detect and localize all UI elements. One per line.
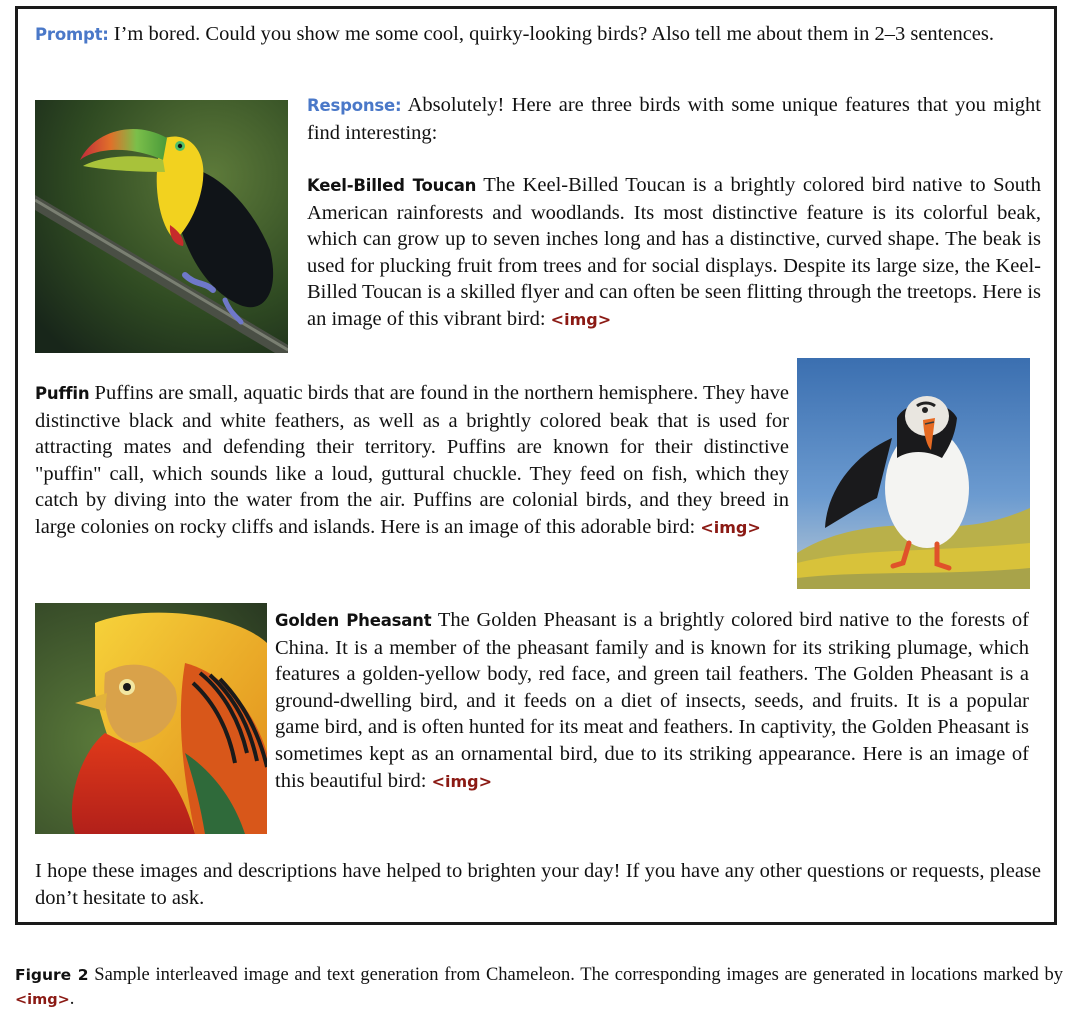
- caption-img-tag: <img>: [15, 992, 70, 1008]
- closing-text: I hope these images and descriptions have helped to brighten your day! If you have any other questions or requests, please don’t hesitate to ask.: [35, 860, 1041, 909]
- bird-puffin-paragraph: [35, 380, 789, 542]
- bird-toucan-paragraph: [307, 172, 1041, 334]
- toucan-image: [35, 100, 288, 353]
- prompt-text: I’m bored. Could you show me some cool, quirky-looking birds? Also tell me about them in 2–3 sentences.: [113, 23, 995, 45]
- bird-pheasant-text: The Golden Pheasant is a brightly colored bird native to the forests of China. It is a member of the pheasant family and is known for its striking plumage, which features a golden-yellow body, red face, and green tail feathers. The Golden Pheasant is a ground-dwelling bird, and it feeds on a diet of insects, seeds, and fruits. It is a popular game bird, and is often hunted for its meat and feathers. In captivity, the Golden Pheasant is sometimes kept as an ornamental bird, due to its striking appearance. Here is an image of this beautiful bird:: [275, 609, 1029, 792]
- bird-toucan-text: The Keel-Billed Toucan is a brightly colored bird native to South American rainforests and woodlands. Its most distinctive feature is its colorful beak, which can grow up to seven inches long and has a distinctive, curved shape. The beak is used for plucking fruit from trees and for social displays. Despite its large size, the Keel-Billed Toucan is a skilled flyer and can often be seen flitting through the treetops. Here is an image of this vibrant bird:: [307, 174, 1041, 330]
- caption-label: Figure 2: [15, 966, 89, 984]
- bird-toucan-name: Keel-Billed Toucan: [307, 176, 477, 195]
- img-tag: <img>: [550, 309, 612, 329]
- response-intro: Absolutely! Here are three birds with some unique features that you might find interesting:: [307, 94, 1041, 144]
- response-block: [307, 92, 1041, 146]
- caption-end: .: [69, 989, 75, 1009]
- bird-puffin-text: Puffins are small, aquatic birds that are found in the northern hemisphere. They have distinctive black and white feathers, as well as a brightly colored beak that is used for attracting mates and defending their territory. Puffins are known for their distinctive "puffin" call, which sounds like a loud, guttural chuckle. They feed on fish, which they catch by diving into the water from the air. Puffins are colonial birds, and they breed in large colonies on rocky cliffs and islands. Here is an image of this adorable bird:: [35, 382, 790, 538]
- prompt-label: Prompt:: [35, 25, 109, 44]
- img-tag: <img>: [431, 771, 492, 791]
- bird-pheasant-name: Golden Pheasant: [275, 611, 432, 630]
- prompt-block: [35, 21, 1041, 49]
- figure-caption: [15, 963, 1063, 1012]
- response-label: Response:: [307, 96, 402, 115]
- img-tag: <img>: [700, 517, 761, 537]
- bird-pheasant-paragraph: [275, 607, 1029, 795]
- pheasant-image: [35, 603, 267, 834]
- puffin-image: [797, 358, 1030, 589]
- caption-text: Sample interleaved image and text generation from Chameleon. The corresponding images are generated in locations marked by: [94, 965, 1064, 985]
- bird-puffin-name: Puffin: [35, 384, 90, 403]
- closing-paragraph: [35, 858, 1041, 911]
